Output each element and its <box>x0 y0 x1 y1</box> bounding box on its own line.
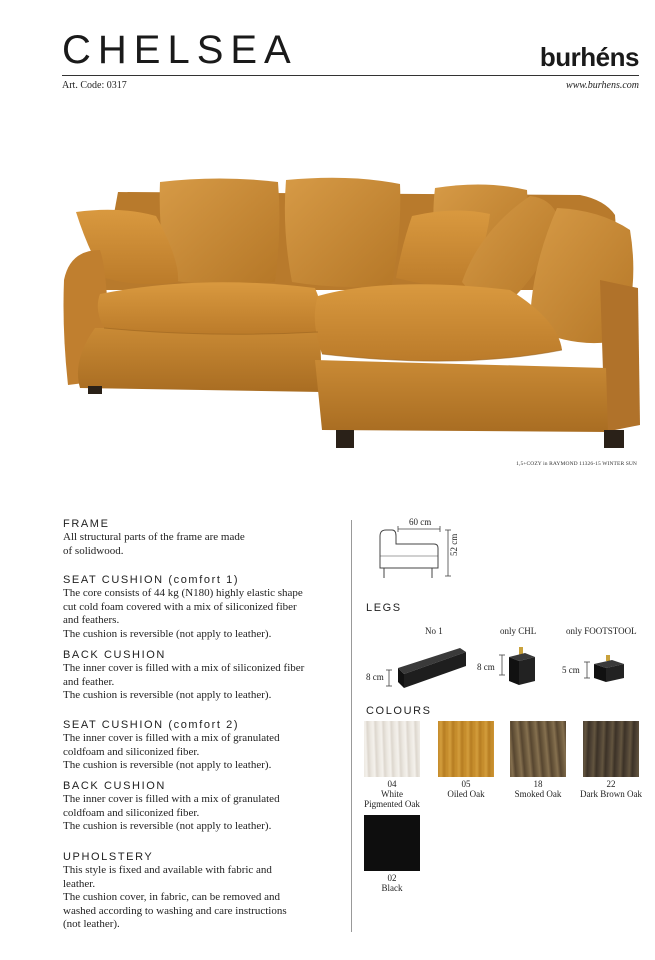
spec-text: The core consists of 44 kg (N180) highly elastic shape cut cold foam covered with a mix of siliconized fiber and feathers. The cushion is reversible (not apply to leather). <box>63 587 303 640</box>
colour-swatch-02[interactable] <box>350 815 434 893</box>
swatch-code: 02 <box>387 873 397 883</box>
spec-text: This style is fixed and available with fabric and leather. The cushion cover, in fabric, can be removed and washed according to washing and care instructions (not leather). <box>63 864 287 931</box>
swatch-code: 05 <box>461 779 471 789</box>
swatch-image <box>510 721 566 777</box>
swatch-code: 22 <box>606 779 616 789</box>
swatch-name: Oiled Oak <box>447 789 485 799</box>
swatch-name: White Pigmented Oak <box>364 789 420 809</box>
spec-text: The inner cover is filled with a mix of granulated coldfoam and siliconized fiber. The cushion is reversible (not apply to leather). <box>63 732 280 772</box>
photo-caption: 1,5+COZY in RAYMOND 11326-15 WINTER SUN <box>516 461 637 467</box>
swatch-code: 04 <box>387 779 397 789</box>
header-divider <box>62 75 639 76</box>
swatch-name: Black <box>381 883 403 893</box>
sofa-photo <box>60 170 645 460</box>
leg-option-label: only FOOTSTOOL <box>566 626 637 636</box>
swatch-image <box>364 721 420 777</box>
leg-option-label: No 1 <box>425 626 443 636</box>
swatch-image <box>583 721 639 777</box>
leg-chl-image <box>499 645 539 687</box>
swatch-image <box>364 815 420 871</box>
spec-heading: UPHOLSTERY <box>63 851 154 863</box>
spec-heading: BACK CUSHION <box>63 649 166 661</box>
brand-logo: burhéns <box>539 42 639 72</box>
leg-option-label: only CHL <box>500 626 537 636</box>
leg-height-label: 8 cm <box>477 662 495 672</box>
colour-swatch-18[interactable] <box>496 721 580 799</box>
spec-text: All structural parts of the frame are made of solidwood. <box>63 531 245 557</box>
height-label: 52 cm <box>449 533 459 556</box>
spec-seat-cushion-1 <box>63 573 353 641</box>
spec-back-cushion-2 <box>63 779 353 834</box>
colours-heading: COLOURS <box>366 705 432 717</box>
spec-seat-cushion-2 <box>63 718 353 773</box>
spec-heading: SEAT CUSHION (comfort 1) <box>63 574 240 586</box>
leg-no1-image <box>386 644 472 692</box>
swatch-name: Dark Brown Oak <box>580 789 642 799</box>
spec-back-cushion-1 <box>63 648 353 703</box>
leg-height-label: 5 cm <box>562 665 580 675</box>
leg-height-label: 8 cm <box>366 672 384 682</box>
spec-upholstery <box>63 850 353 932</box>
colour-swatch-04[interactable] <box>350 721 434 809</box>
spec-heading: SEAT CUSHION (comfort 2) <box>63 719 240 731</box>
spec-text: The inner cover is filled with a mix of granulated coldfoam and siliconized fiber. The cushion is reversible (not apply to leather). <box>63 793 280 833</box>
swatch-image <box>438 721 494 777</box>
spec-frame <box>63 517 353 558</box>
spec-text: The inner cover is filled with a mix of siliconized fiber and feather. The cushion is reversible (not apply to leather). <box>63 662 305 702</box>
colour-swatch-22[interactable] <box>569 721 653 799</box>
swatch-code: 18 <box>533 779 543 789</box>
article-code: Art. Code: 0317 <box>62 80 127 91</box>
spec-heading: FRAME <box>63 518 110 530</box>
product-title: CHELSEA <box>62 28 298 72</box>
spec-heading: BACK CUSHION <box>63 780 166 792</box>
website-link[interactable]: www.burhens.com <box>566 80 639 91</box>
depth-label: 60 cm <box>409 517 432 527</box>
leg-footstool-image <box>584 654 628 686</box>
legs-heading: LEGS <box>366 602 402 614</box>
swatch-name: Smoked Oak <box>514 789 562 799</box>
